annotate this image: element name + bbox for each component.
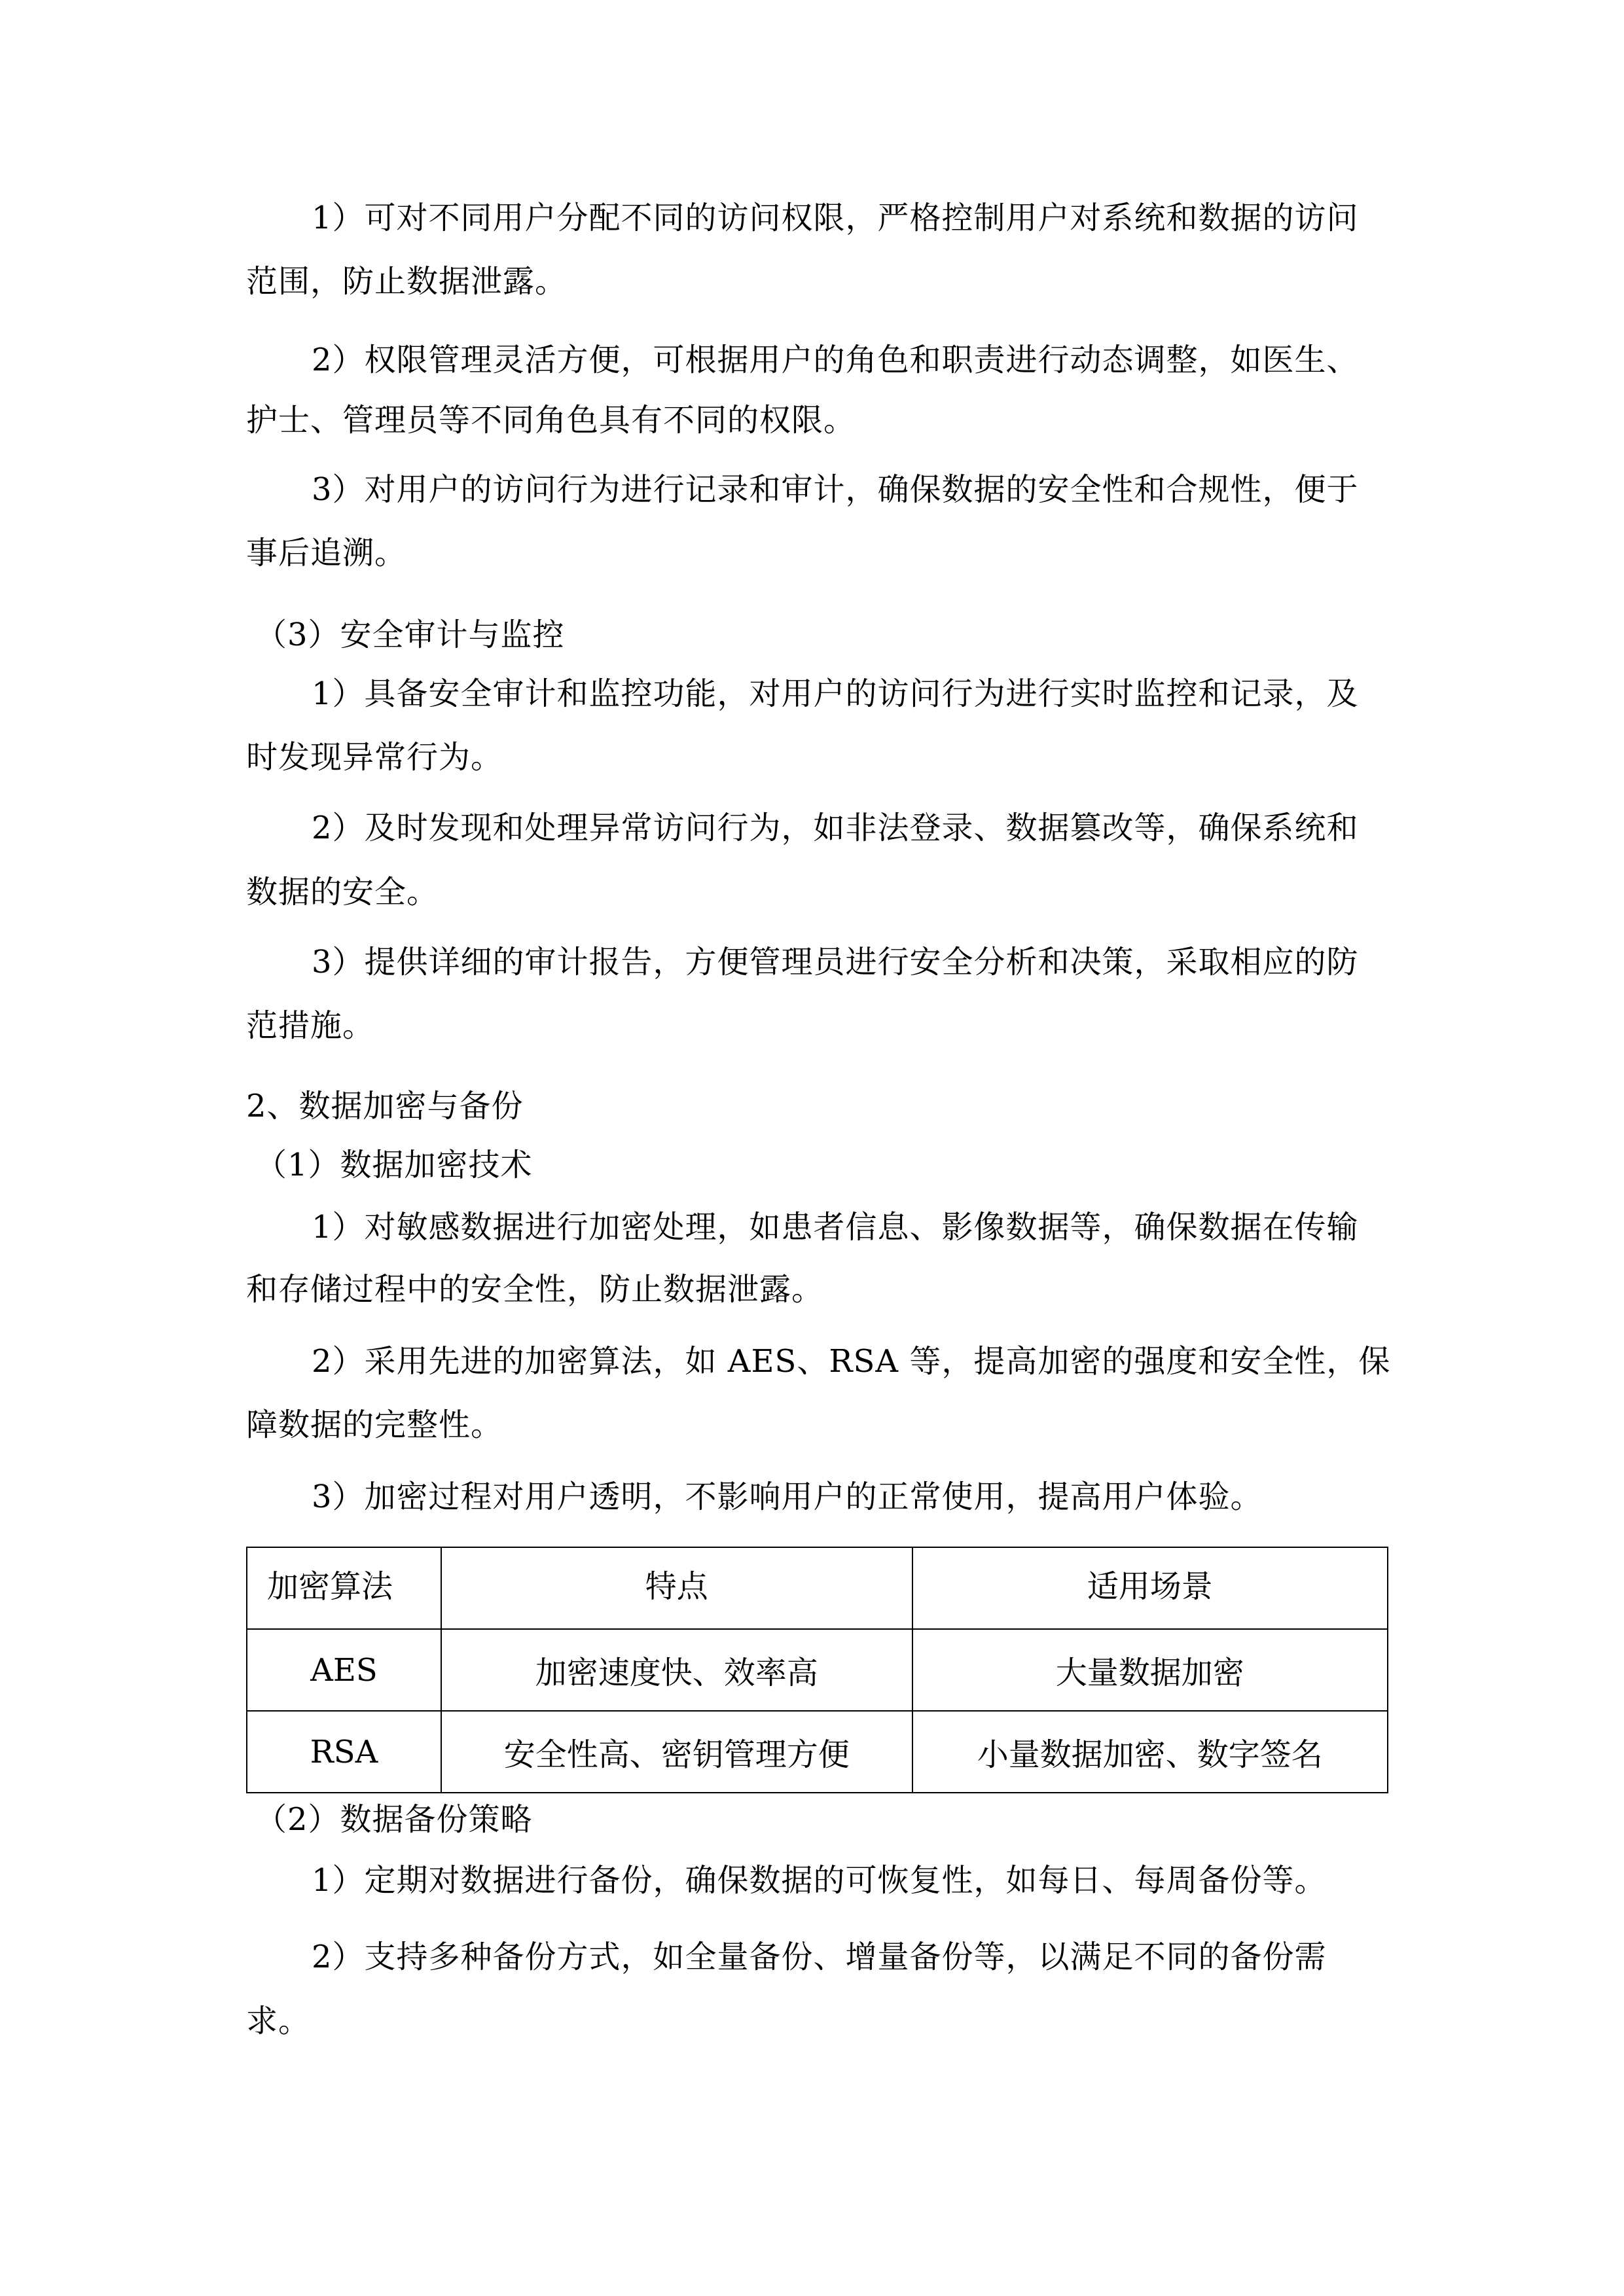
table-header-row <box>247 1547 1388 1629</box>
audit-item-3-line-1: 3）提供详细的审计报告，方便管理员进行安全分析和决策，采取相应的防 <box>312 944 1359 980</box>
encryption-item-2-line-1: 2）采用先进的加密算法，如 AES、RSA 等，提高加密的强度和安全性，保 <box>312 1343 1391 1380</box>
table-cell: 加密速度快、效率高 <box>441 1629 912 1711</box>
backup-item-2-line-2: 求。 <box>246 2003 311 2039</box>
access-item-1-line-2: 范围，防止数据泄露。 <box>246 263 568 300</box>
encryption-item-1-line-2: 和存储过程中的安全性，防止数据泄露。 <box>246 1271 824 1308</box>
audit-item-1-line-2: 时发现异常行为。 <box>246 739 503 776</box>
encryption-algorithm-table <box>246 1547 1388 1793</box>
table-cell: RSA <box>247 1711 441 1793</box>
audit-item-2-line-1: 2）及时发现和处理异常访问行为，如非法登录、数据篡改等，确保系统和 <box>312 810 1359 846</box>
table-cell: AES <box>247 1629 441 1711</box>
backup-section-title: （2）数据备份策略 <box>255 1801 533 1838</box>
access-item-2-line-2: 护士、管理员等不同角色具有不同的权限。 <box>246 402 856 439</box>
table-header-cell: 适用场景 <box>912 1547 1388 1629</box>
table-header-cell: 特点 <box>441 1547 912 1629</box>
table-cell: 大量数据加密 <box>912 1629 1388 1711</box>
encryption-item-1-line-1: 1）对敏感数据进行加密处理，如患者信息、影像数据等，确保数据在传输 <box>312 1209 1359 1246</box>
backup-item-1: 1）定期对数据进行备份，确保数据的可恢复性，如每日、每周备份等。 <box>312 1862 1327 1899</box>
encryption-section-title: 2、数据加密与备份 <box>246 1088 524 1124</box>
table-row <box>247 1629 1388 1711</box>
access-item-3-line-2: 事后追溯。 <box>246 535 407 571</box>
access-item-2-line-1: 2）权限管理灵活方便，可根据用户的角色和职责进行动态调整，如医生、 <box>312 342 1359 378</box>
table-row <box>247 1711 1388 1793</box>
audit-item-1-line-1: 1）具备安全审计和监控功能，对用户的访问行为进行实时监控和记录，及 <box>312 675 1359 712</box>
table-cell: 安全性高、密钥管理方便 <box>441 1711 912 1793</box>
audit-item-2-line-2: 数据的安全。 <box>246 874 439 910</box>
encryption-item-2-line-2: 障数据的完整性。 <box>246 1407 503 1443</box>
backup-item-2-line-1: 2）支持多种备份方式，如全量备份、增量备份等，以满足不同的备份需 <box>312 1939 1327 1975</box>
table-cell: 小量数据加密、数字签名 <box>912 1711 1388 1793</box>
encryption-item-3: 3）加密过程对用户透明，不影响用户的正常使用，提高用户体验。 <box>312 1479 1263 1515</box>
access-item-1-line-1: 1）可对不同用户分配不同的访问权限，严格控制用户对系统和数据的访问 <box>312 200 1359 236</box>
audit-section-title: （3）安全审计与监控 <box>255 617 565 653</box>
encryption-subsection-title: （1）数据加密技术 <box>255 1147 533 1183</box>
access-item-3-line-1: 3）对用户的访问行为进行记录和审计，确保数据的安全性和合规性，便于 <box>312 471 1359 508</box>
audit-item-3-line-2: 范措施。 <box>246 1007 375 1044</box>
table-header-cell: 加密算法 <box>247 1547 441 1629</box>
